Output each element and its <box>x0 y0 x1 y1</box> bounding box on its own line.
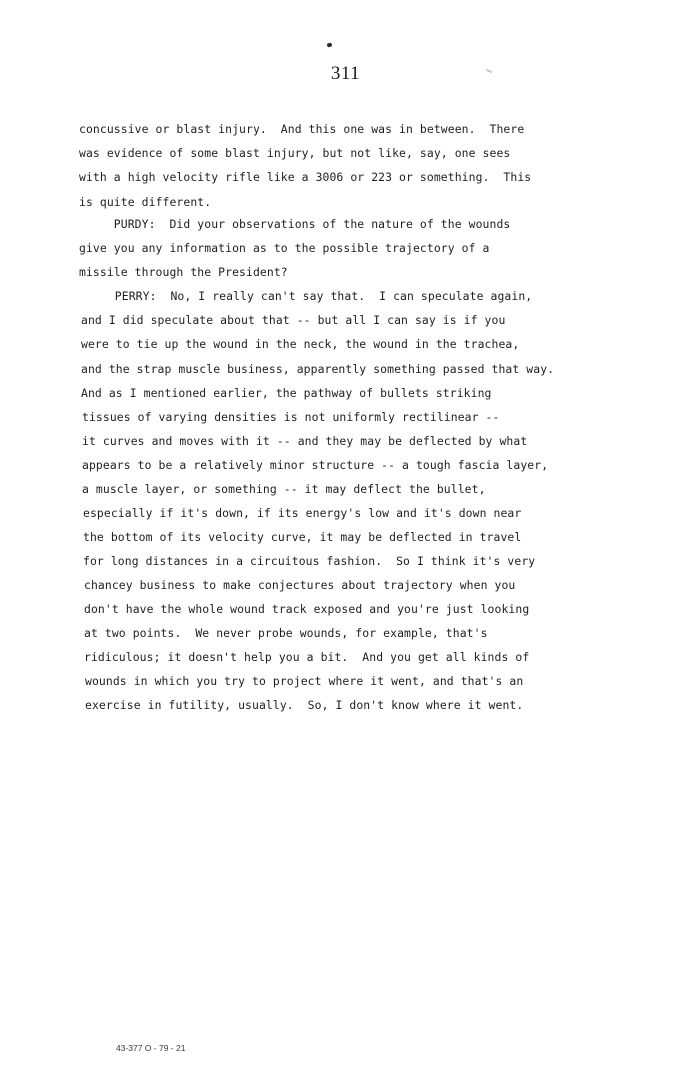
text-line: and I did speculate about that -- but all I can say is if you <box>81 313 506 327</box>
text-line: the bottom of its velocity curve, it may be deflected in travel <box>83 530 522 544</box>
text-line: And as I mentioned earlier, the pathway of bullets striking <box>81 386 492 400</box>
text-line: was evidence of some blast injury, but not like, say, one sees <box>79 146 511 160</box>
text-line: PURDY: Did your observations of the nature of the wounds <box>79 217 511 231</box>
text-line: especially if it's down, if its energy's low and it's down near <box>83 506 522 520</box>
text-line: concussive or blast injury. And this one was in between. There <box>79 122 525 136</box>
text-line: PERRY: No, I really can't say that. I can speculate again, <box>80 289 533 303</box>
text-line: don't have the whole wound track exposed and you're just looking <box>84 602 530 616</box>
text-line: ridiculous; it doesn't help you a bit. And you get all kinds of <box>84 650 530 664</box>
text-line: exercise in futility, usually. So, I don't know where it went. <box>85 698 524 712</box>
text-line: and the strap muscle business, apparently something passed that way. <box>81 362 555 376</box>
page-number: 311 <box>330 63 361 84</box>
text-line: tissues of varying densities is not uniformly rectilinear -- <box>82 410 500 424</box>
text-line: wounds in which you try to project where it went, and that's an <box>85 674 524 688</box>
text-line: it curves and moves with it -- and they may be deflected by what <box>82 434 528 448</box>
text-line: for long distances in a circuitous fashion. So I think it's very <box>83 554 536 568</box>
text-line: give you any information as to the possible trajectory of a <box>79 241 490 255</box>
text-line: with a high velocity rifle like a 3006 or 223 or something. This <box>79 170 532 184</box>
text-line: at two points. We never probe wounds, for example, that's <box>84 626 488 640</box>
print-code-footer: 43-377 O - 79 - 21 <box>116 1043 186 1053</box>
text-line: missile through the President? <box>79 265 288 279</box>
text-line: appears to be a relatively minor structure -- a tough fascia layer, <box>82 458 549 472</box>
text-line: is quite different. <box>79 195 212 209</box>
ink-mark <box>326 42 332 47</box>
text-line: a muscle layer, or something -- it may deflect the bullet, <box>82 482 486 496</box>
text-line: chancey business to make conjectures about trajectory when you <box>84 578 516 592</box>
text-line: were to tie up the wound in the neck, the wound in the trachea, <box>81 337 520 351</box>
